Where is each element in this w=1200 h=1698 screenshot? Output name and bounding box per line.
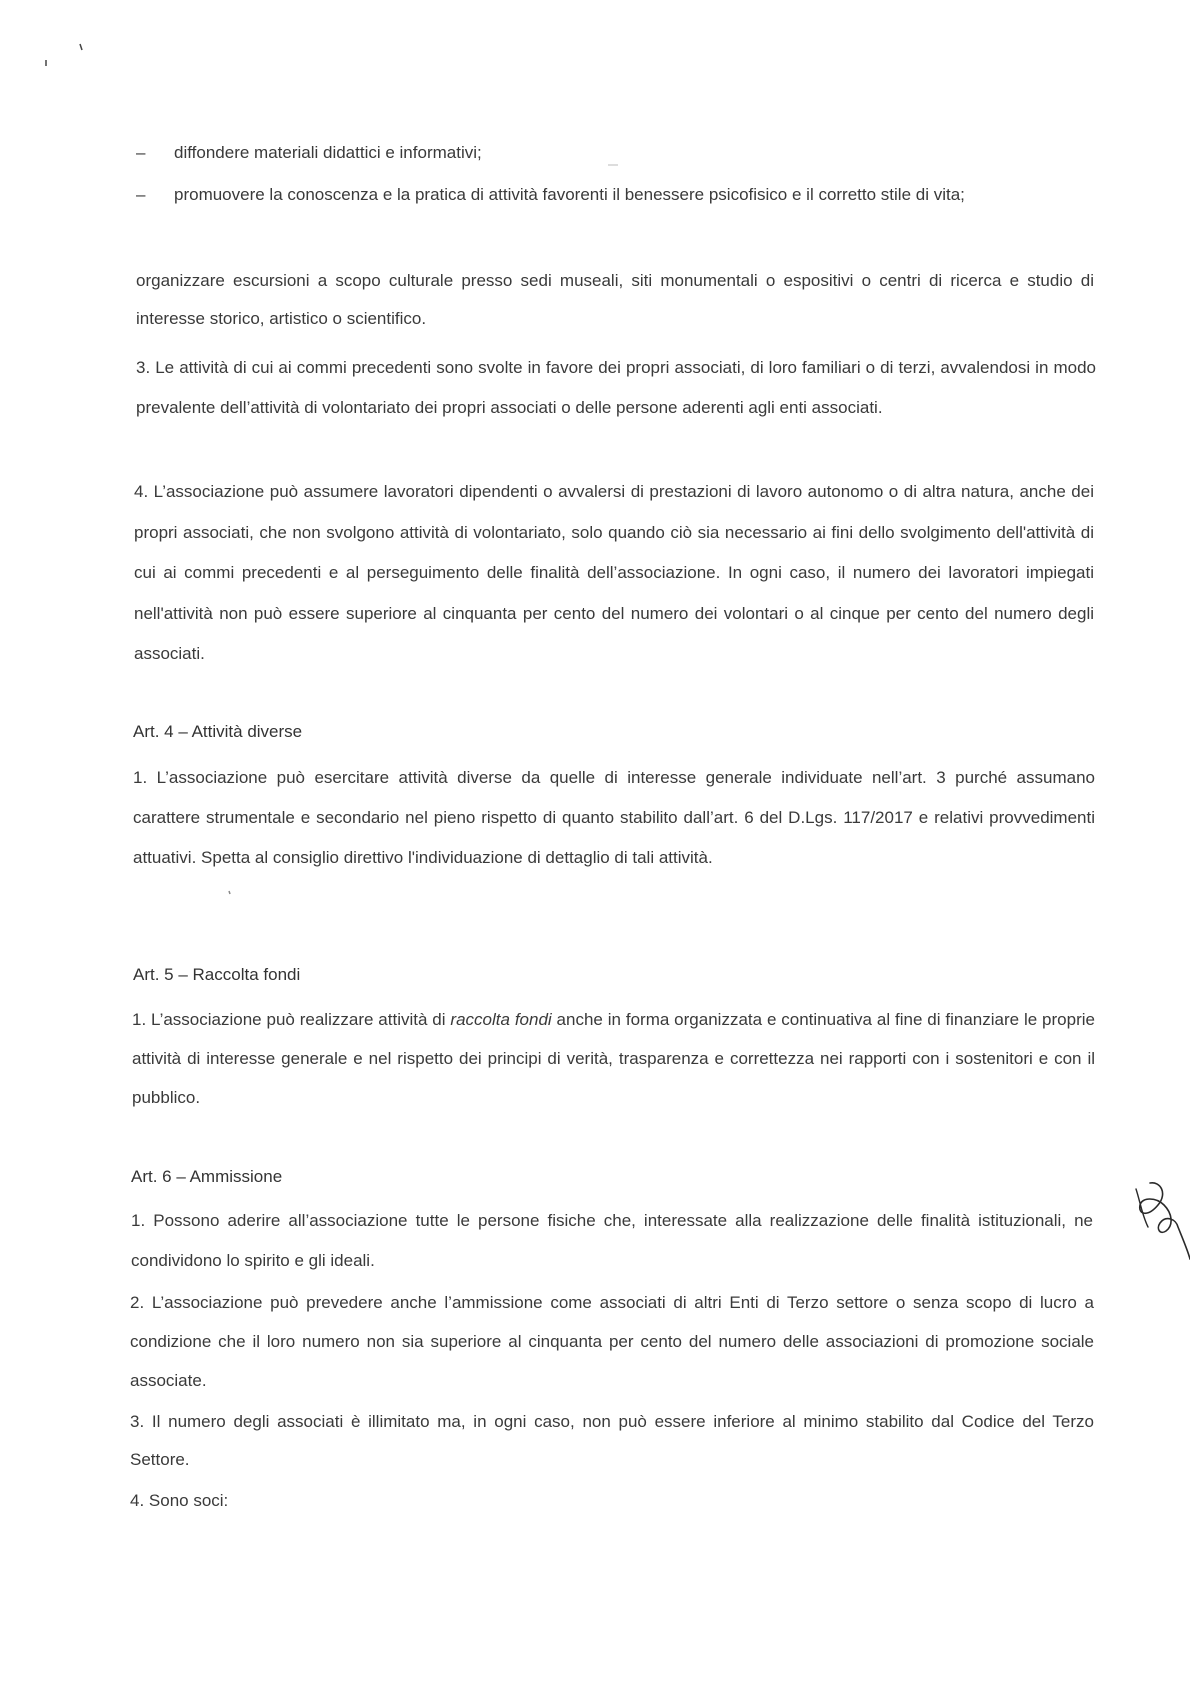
art5-text-start: 1. L’associazione può realizzare attività di (132, 1010, 451, 1029)
dash-bullet-icon: – (136, 185, 146, 204)
paragraph-art3-comma4: 4. L’associazione può assumere lavoratori dipendenti o avvalersi di prestazioni di lavoro autonomo o di altra natura, anche dei propri associati, che non svolgono attività di volontariato, solo quando ciò sia necessario ai fini dello svolgimento dell'attività di cui ai commi precedenti e al perseguimento delle finalità dell’associazione. In ogni caso, il numero dei lavoratori impiegati nell'attività non può essere superiore al cinquanta per cento del numero dei volontari o al cinque per cento del numero degli associati. (134, 482, 1094, 663)
paragraph-art6-comma4: 4. Sono soci: (130, 1491, 229, 1510)
art5-italic-term: raccolta fondi (450, 1010, 552, 1029)
handwritten-initials-signature (1130, 1175, 1190, 1265)
paragraph-art6-comma2: 2. L’associazione può prevedere anche l’ammissione come associati di altri Enti di Terzo settore o senza scopo di lucro a condizione che il loro numero non sia superiore al cinquanta per cento del numero delle associazioni di promozione sociale associate. (130, 1293, 1094, 1390)
paragraph-art5-comma1 (132, 1000, 1095, 1117)
paragraph-art6-comma1: 1. Possono aderire all’associazione tutte le persone fisiche che, interessate alla realizzazione delle finalità istituzionali, ne condividono lo spirito e gli ideali. (131, 1211, 1093, 1270)
article-6-heading: Art. 6 – Ammissione (131, 1167, 283, 1186)
list-item-text: promuovere la conoscenza e la pratica di attività favorenti il benessere psicofisico e il corretto stile di vita; (174, 185, 965, 204)
list-item (136, 177, 1094, 213)
paragraph-art6-comma3: 3. Il numero degli associati è illimitato ma, in ogni caso, non può essere inferiore al minimo stabilito dal Codice del Terzo Settore. (130, 1412, 1094, 1469)
dash-bullet-icon: – (136, 143, 146, 162)
article-4-heading: Art. 4 – Attività diverse (133, 722, 303, 741)
list-item-text: diffondere materiali didattici e informativi; (174, 143, 482, 162)
art5-text-end: anche in forma organizzata e continuativa al fine di finanziare le proprie attività di interesse generale e nel rispetto dei principi di verità, trasparenza e correttezza nei rapporti con i sostenitori e con il pubblico. (132, 1010, 1095, 1107)
article-5-heading: Art. 5 – Raccolta fondi (133, 965, 301, 984)
paragraph-art3-comma3: 3. Le attività di cui ai commi precedenti sono svolte in favore dei propri associati, di loro familiari o di terzi, avvalendosi in modo prevalente dell’attività di volontariato dei propri associati o delle persone aderenti agli enti associati. (136, 358, 1096, 417)
list-item (136, 133, 1094, 173)
paragraph-escursioni: organizzare escursioni a scopo culturale presso sedi museali, siti monumentali o espositivi o centri di ricerca e studio di interesse storico, artistico o scientifico. (136, 271, 1094, 328)
paragraph-art4-comma1: 1. L’associazione può esercitare attività diverse da quelle di interesse generale individuate nell’art. 3 purché assumano carattere strumentale e secondario nel pieno rispetto di quanto stabilito dall’art. 6 del D.Lgs. 117/2017 e relativi provvedimenti attuativi. Spetta al consiglio direttivo l'individuazione di dettaglio di tali attività. (133, 768, 1095, 867)
